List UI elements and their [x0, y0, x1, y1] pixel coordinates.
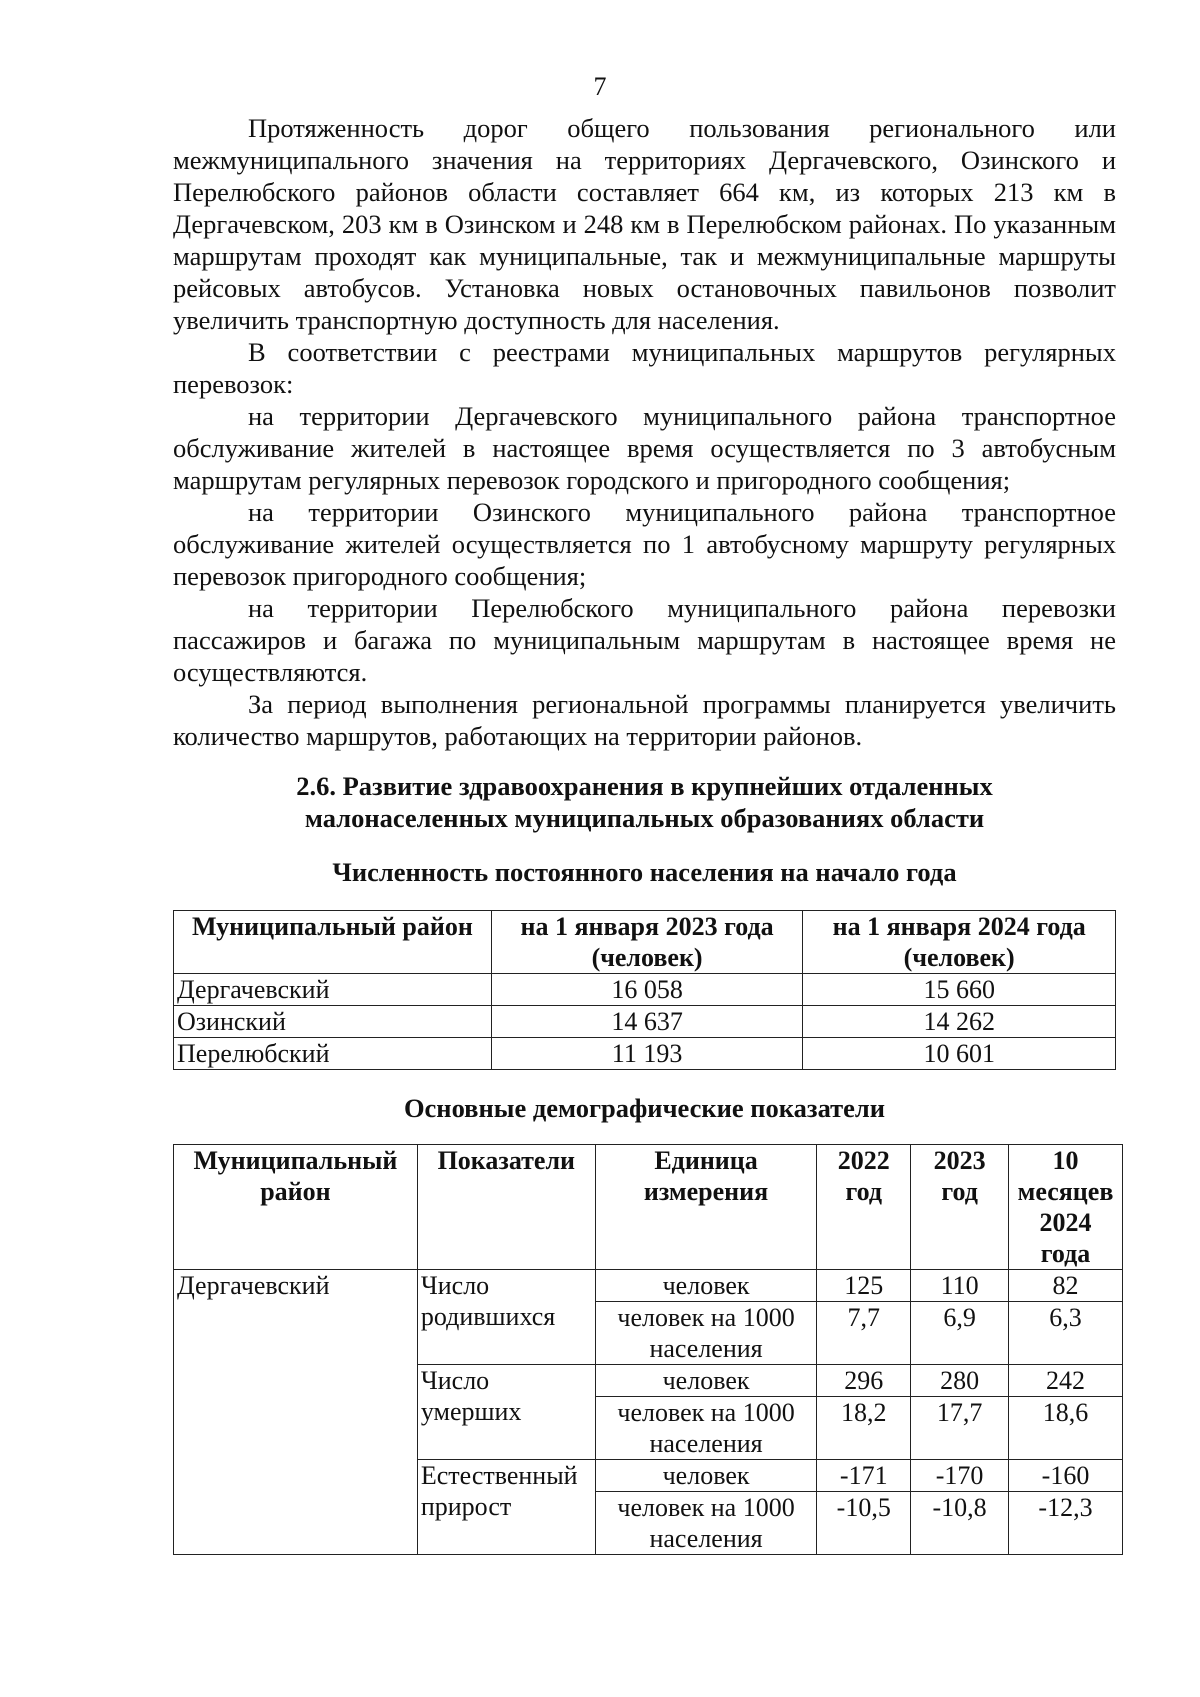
district-cell: Дергачевский [174, 1270, 418, 1555]
column-header: на 1 января 2024 года (человек) [803, 911, 1116, 974]
table-cell: Перелюбский [174, 1038, 492, 1070]
indicator-cell: Число умерших [417, 1365, 595, 1460]
table-cell: 14 262 [803, 1006, 1116, 1038]
value-cell: 18,6 [1009, 1397, 1123, 1460]
column-header: Единица измерения [595, 1145, 817, 1270]
table-cell: 15 660 [803, 974, 1116, 1006]
value-cell: 296 [817, 1365, 911, 1397]
value-cell: 82 [1009, 1270, 1123, 1302]
value-cell: 17,7 [911, 1397, 1009, 1460]
table-row [174, 1270, 1123, 1302]
paragraph-registry: В соответствии с реестрами муниципальных маршрутов регулярных перевозок: [173, 337, 1116, 399]
table-header-row [174, 1145, 1123, 1270]
unit-cell: человек на 1000 населения [595, 1302, 817, 1365]
population-table [173, 910, 1116, 1070]
value-cell: 242 [1009, 1365, 1123, 1397]
value-cell: -10,8 [911, 1492, 1009, 1555]
demographic-table [173, 1144, 1123, 1555]
population-table-title: Численность постоянного населения на начало года [332, 857, 957, 887]
section-heading-line2: малонаселенных муниципальных образованиях области [304, 803, 985, 833]
column-header: Муниципальный район [174, 1145, 418, 1270]
column-header: 2023 год [911, 1145, 1009, 1270]
paragraph-dergachevsky: на территории Дергачевского муниципального района транспортное обслуживание жителей в настоящее время осуществляется по 3 автобусным маршрутам регулярных перевозок городского и пригородного сообщения; [173, 401, 1116, 495]
unit-cell: человек [595, 1460, 817, 1492]
value-cell: 6,9 [911, 1302, 1009, 1365]
section-heading [173, 770, 1116, 834]
table-cell: 10 601 [803, 1038, 1116, 1070]
value-cell: 18,2 [817, 1397, 911, 1460]
document-body [173, 112, 1116, 1555]
value-cell: 7,7 [817, 1302, 911, 1365]
paragraph-perelyubsky: на территории Перелюбского муниципального района перевозки пассажиров и багажа по муниципальным маршрутам в настоящее время не осуществляются. [173, 593, 1116, 687]
unit-cell: человек [595, 1365, 817, 1397]
paragraph-ozinsky: на территории Озинского муниципального района транспортное обслуживание жителей осуществляется по 1 автобусному маршруту регулярных перевозок пригородного сообщения; [173, 497, 1116, 591]
unit-cell: человек на 1000 населения [595, 1397, 817, 1460]
value-cell: 110 [911, 1270, 1009, 1302]
table-row [174, 1038, 1116, 1070]
unit-cell: человек на 1000 населения [595, 1492, 817, 1555]
value-cell: -160 [1009, 1460, 1123, 1492]
value-cell: -170 [911, 1460, 1009, 1492]
value-cell: 125 [817, 1270, 911, 1302]
indicator-cell: Естественный прирост [417, 1460, 595, 1555]
table-row [174, 1006, 1116, 1038]
column-header: Муниципальный район [174, 911, 492, 974]
column-header: на 1 января 2023 года (человек) [491, 911, 803, 974]
table-cell: 14 637 [491, 1006, 803, 1038]
value-cell: 6,3 [1009, 1302, 1123, 1365]
paragraph-plan: За период выполнения региональной программы планируется увеличить количество маршрутов, работающих на территории районов. [173, 689, 1116, 751]
value-cell: -10,5 [817, 1492, 911, 1555]
value-cell: -171 [817, 1460, 911, 1492]
paragraph-roads: Протяженность дорог общего пользования регионального или межмуниципального значения на территориях Дергачевского, Озинского и Перелюбского районов области составляет 664 км, из которых 213 км в Дергачевском, 203 км в Озинском и 248 км в Перелюбском районах. По указанным маршрутам проходят как муниципальные, так и межмуниципальные маршруты рейсовых автобусов. Установка новых остановочных павильонов позволит увеличить транспортную доступность для населения. [173, 113, 1116, 335]
table-cell: Дергачевский [174, 974, 492, 1006]
table-cell: 11 193 [491, 1038, 803, 1070]
column-header: 10 месяцев 2024 года [1009, 1145, 1123, 1270]
value-cell: 280 [911, 1365, 1009, 1397]
table-row [174, 974, 1116, 1006]
section-heading-line1: 2.6. Развитие здравоохранения в крупнейших отдаленных [296, 771, 993, 801]
column-header: Показатели [417, 1145, 595, 1270]
table-cell: Озинский [174, 1006, 492, 1038]
indicator-cell: Число родившихся [417, 1270, 595, 1365]
table-cell: 16 058 [491, 974, 803, 1006]
column-header: 2022 год [817, 1145, 911, 1270]
value-cell: -12,3 [1009, 1492, 1123, 1555]
table-header-row [174, 911, 1116, 974]
unit-cell: человек [595, 1270, 817, 1302]
demographic-table-title: Основные демографические показатели [403, 1093, 886, 1123]
page-number: 7 [593, 72, 607, 101]
